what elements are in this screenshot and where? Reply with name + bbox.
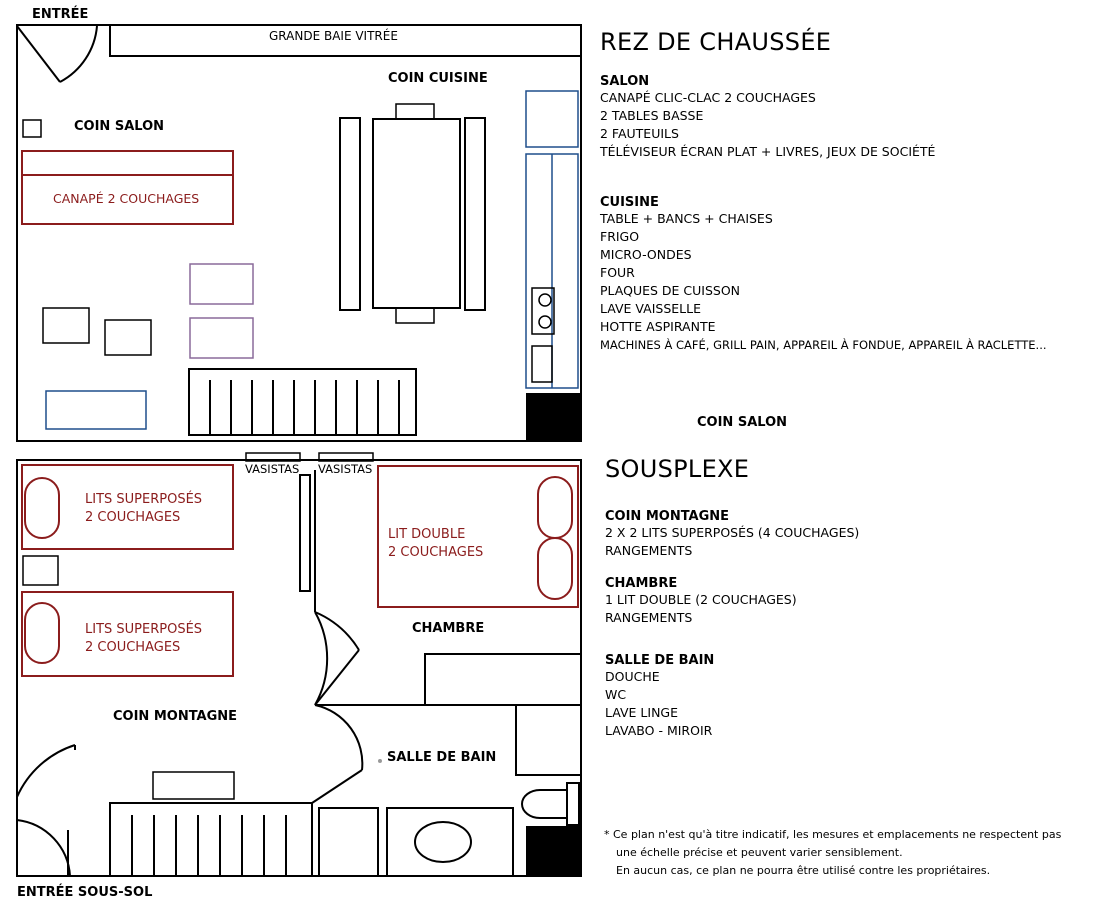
- small-box: [23, 120, 41, 137]
- heading-salle-de-bain: SALLE DE BAIN: [605, 653, 715, 668]
- list-item: DOUCHE: [605, 669, 660, 684]
- label-coin-salon-mid: COIN SALON: [697, 415, 788, 430]
- heading-cuisine: CUISINE: [600, 195, 659, 210]
- list-item: TABLE + BANCS + CHAISES: [600, 211, 773, 226]
- bench-sousplexe: [153, 772, 234, 799]
- list-item: 2 TABLES BASSE: [600, 108, 704, 123]
- bench-right: [465, 118, 485, 310]
- list-item: TÉLÉVISEUR ÉCRAN PLAT + LIVRES, JEUX DE SOCIÉTÉ: [600, 144, 936, 159]
- stairs-sousplexe: [110, 803, 312, 876]
- title-rez-de-chaussee: REZ DE CHAUSSÉE: [600, 28, 832, 56]
- legend-sousplexe: [605, 455, 1114, 740]
- disclaimer-line: En aucun cas, ce plan ne pourra être utilisé contre les propriétaires.: [616, 864, 991, 877]
- list-item: 1 LIT DOUBLE (2 COUCHAGES): [605, 592, 797, 607]
- heading-coin-montagne: COIN MONTAGNE: [605, 509, 730, 524]
- disclaimer: [604, 826, 1061, 880]
- label-vasistas-2: VASISTAS: [318, 462, 373, 476]
- label-entree: ENTRÉE: [32, 7, 89, 22]
- list-item: LAVABO - MIROIR: [605, 723, 713, 738]
- lits-superposes-1: [22, 465, 233, 549]
- list-item: LAVE VAISSELLE: [600, 301, 702, 316]
- rdc-outline: [17, 25, 581, 441]
- list-item: FOUR: [600, 265, 635, 280]
- label-coin-montagne: COIN MONTAGNE: [113, 709, 238, 724]
- list-item: MICRO-ONDES: [600, 247, 692, 262]
- label-coin-salon: COIN SALON: [74, 119, 165, 134]
- list-cuisine: [600, 210, 1110, 354]
- partition: [300, 475, 310, 591]
- stairs-rdc: [189, 369, 416, 435]
- door-coin-montagne: [17, 745, 75, 797]
- label-canape: CANAPÉ 2 COUCHAGES: [53, 191, 200, 206]
- list-item: RANGEMENTS: [605, 543, 693, 558]
- coffee-table-1: [190, 264, 253, 304]
- table-chair-top: [396, 104, 434, 119]
- armchair-1: [43, 308, 89, 343]
- lavabo: [387, 808, 513, 876]
- table-chair-bottom: [396, 308, 434, 323]
- list-item: CANAPÉ CLIC-CLAC 2 COUCHAGES: [600, 90, 816, 105]
- small-box-2: [23, 556, 58, 585]
- dining-table: [373, 119, 460, 308]
- coffee-table-2: [190, 318, 253, 358]
- disclaimer-line: * Ce plan n'est qu'à titre indicatif, les mesures et emplacements ne respectent pas: [604, 828, 1062, 841]
- list-salon: [600, 89, 1110, 161]
- list-chambre: [605, 591, 1114, 627]
- door-entree-sous-sol: [17, 820, 70, 876]
- entree-door: [17, 26, 97, 82]
- list-item: LAVE LINGE: [605, 705, 679, 720]
- list-item: 2 FAUTEUILS: [600, 126, 679, 141]
- bench-left: [340, 118, 360, 310]
- wc: [522, 783, 579, 825]
- disclaimer-line: une échelle précise et peuvent varier sensiblement.: [616, 846, 903, 859]
- canape: [22, 151, 233, 224]
- list-item: HOTTE ASPIRANTE: [600, 319, 716, 334]
- label-entree-sous-sol: ENTRÉE SOUS-SOL: [17, 885, 153, 900]
- fridge: [526, 91, 578, 147]
- washing-machine: [319, 808, 378, 876]
- label-lits-sup-2-a: LITS SUPERPOSÉS: [85, 622, 203, 637]
- label-salle-de-bain: SALLE DE BAIN: [387, 750, 497, 765]
- label-lit-double-b: 2 COUCHAGES: [388, 545, 484, 560]
- label-coin-cuisine: COIN CUISINE: [388, 71, 488, 86]
- label-lits-sup-2-b: 2 COUCHAGES: [85, 640, 181, 655]
- black-block-sousplexe: [526, 826, 581, 876]
- list-item: WC: [605, 687, 627, 702]
- list-item: FRIGO: [600, 229, 640, 244]
- label-chambre: CHAMBRE: [412, 621, 485, 636]
- label-lits-sup-1-b: 2 COUCHAGES: [85, 510, 181, 525]
- sdb-door: [315, 705, 362, 770]
- black-block-rdc: [526, 393, 581, 441]
- label-grande-baie: GRANDE BAIE VITRÉE: [269, 29, 398, 43]
- list-item: MACHINES À CAFÉ, GRILL PAIN, APPAREIL À FONDUE, APPAREIL À RACLETTE...: [600, 338, 1047, 352]
- label-lits-sup-1-a: LITS SUPERPOSÉS: [85, 492, 203, 507]
- list-item: 2 X 2 LITS SUPERPOSÉS (4 COUCHAGES): [605, 525, 860, 540]
- list-salle-de-bain: [605, 668, 1114, 740]
- armchair-2: [105, 320, 151, 355]
- heading-chambre: CHAMBRE: [605, 576, 678, 591]
- legend-rdc: [600, 28, 1110, 354]
- list-coin-montagne: [605, 524, 1114, 560]
- list-item: RANGEMENTS: [605, 610, 693, 625]
- stove: [532, 288, 554, 382]
- label-vasistas-1: VASISTAS: [245, 462, 300, 476]
- tv-unit: [46, 391, 146, 429]
- dot-marker: [378, 759, 382, 763]
- heading-salon: SALON: [600, 74, 650, 89]
- label-lit-double-a: LIT DOUBLE: [388, 527, 466, 542]
- title-sousplexe: SOUSPLEXE: [605, 455, 750, 483]
- list-item: PLAQUES DE CUISSON: [600, 283, 741, 298]
